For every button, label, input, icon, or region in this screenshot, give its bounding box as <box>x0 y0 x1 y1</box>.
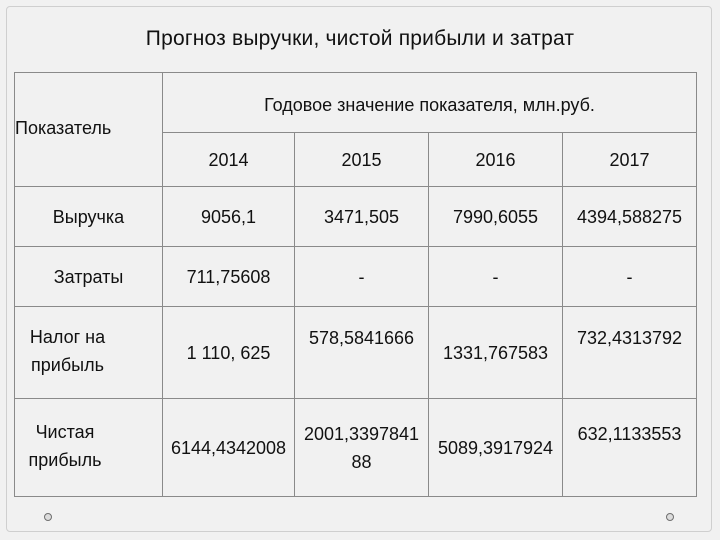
bottom-right-dot <box>666 513 674 521</box>
table-cell: 3471,505 <box>295 187 429 247</box>
table-cell: 632,1133553 <box>577 423 682 444</box>
table-cell: 732,4313792 <box>576 327 683 348</box>
table-cell: - <box>429 247 563 307</box>
table-cell: 578,5841666 <box>308 327 415 348</box>
row-label: Выручка <box>15 187 163 247</box>
year-header: 2014 <box>163 133 295 187</box>
forecast-table <box>14 72 697 497</box>
table-cell: 711,75608 <box>163 247 295 307</box>
table-cell: 5089,3917924 <box>437 437 554 458</box>
table-cell-wrap <box>163 399 295 497</box>
indicator-header-cell <box>15 73 163 187</box>
table-cell-wrap <box>295 307 429 399</box>
table-cell: 4394,588275 <box>563 187 697 247</box>
row-label: Чистая прибыль <box>28 421 102 470</box>
row-label-cell <box>15 307 163 399</box>
row-label-cell <box>15 399 163 497</box>
table-cell-wrap <box>429 399 563 497</box>
table-cell: 2001,339784188 <box>303 423 420 472</box>
table-cell: 9056,1 <box>163 187 295 247</box>
row-label: Налог на прибыль <box>29 326 106 375</box>
table-cell-wrap <box>563 399 697 497</box>
table-cell: - <box>563 247 697 307</box>
year-header: 2016 <box>429 133 563 187</box>
table-cell: - <box>295 247 429 307</box>
table-row <box>15 187 697 247</box>
table-row <box>15 247 697 307</box>
indicator-header: Показатель <box>15 117 112 138</box>
table-cell-wrap <box>295 399 429 497</box>
group-header: Годовое значение показателя, млн.руб. <box>163 73 697 133</box>
row-label: Затраты <box>15 247 163 307</box>
bottom-left-dot <box>44 513 52 521</box>
table-cell: 7990,6055 <box>429 187 563 247</box>
table-cell: 1331,767583 <box>442 342 549 363</box>
slide-title: Прогноз выручки, чистой прибыли и затрат <box>145 27 575 50</box>
table-row <box>15 399 697 497</box>
table-cell-wrap <box>563 307 697 399</box>
table-cell: 6144,4342008 <box>170 437 287 458</box>
table-cell-wrap <box>429 307 563 399</box>
table-cell: 1 110, 625 <box>163 307 295 399</box>
year-header: 2015 <box>295 133 429 187</box>
table-row <box>15 307 697 399</box>
year-header: 2017 <box>563 133 697 187</box>
